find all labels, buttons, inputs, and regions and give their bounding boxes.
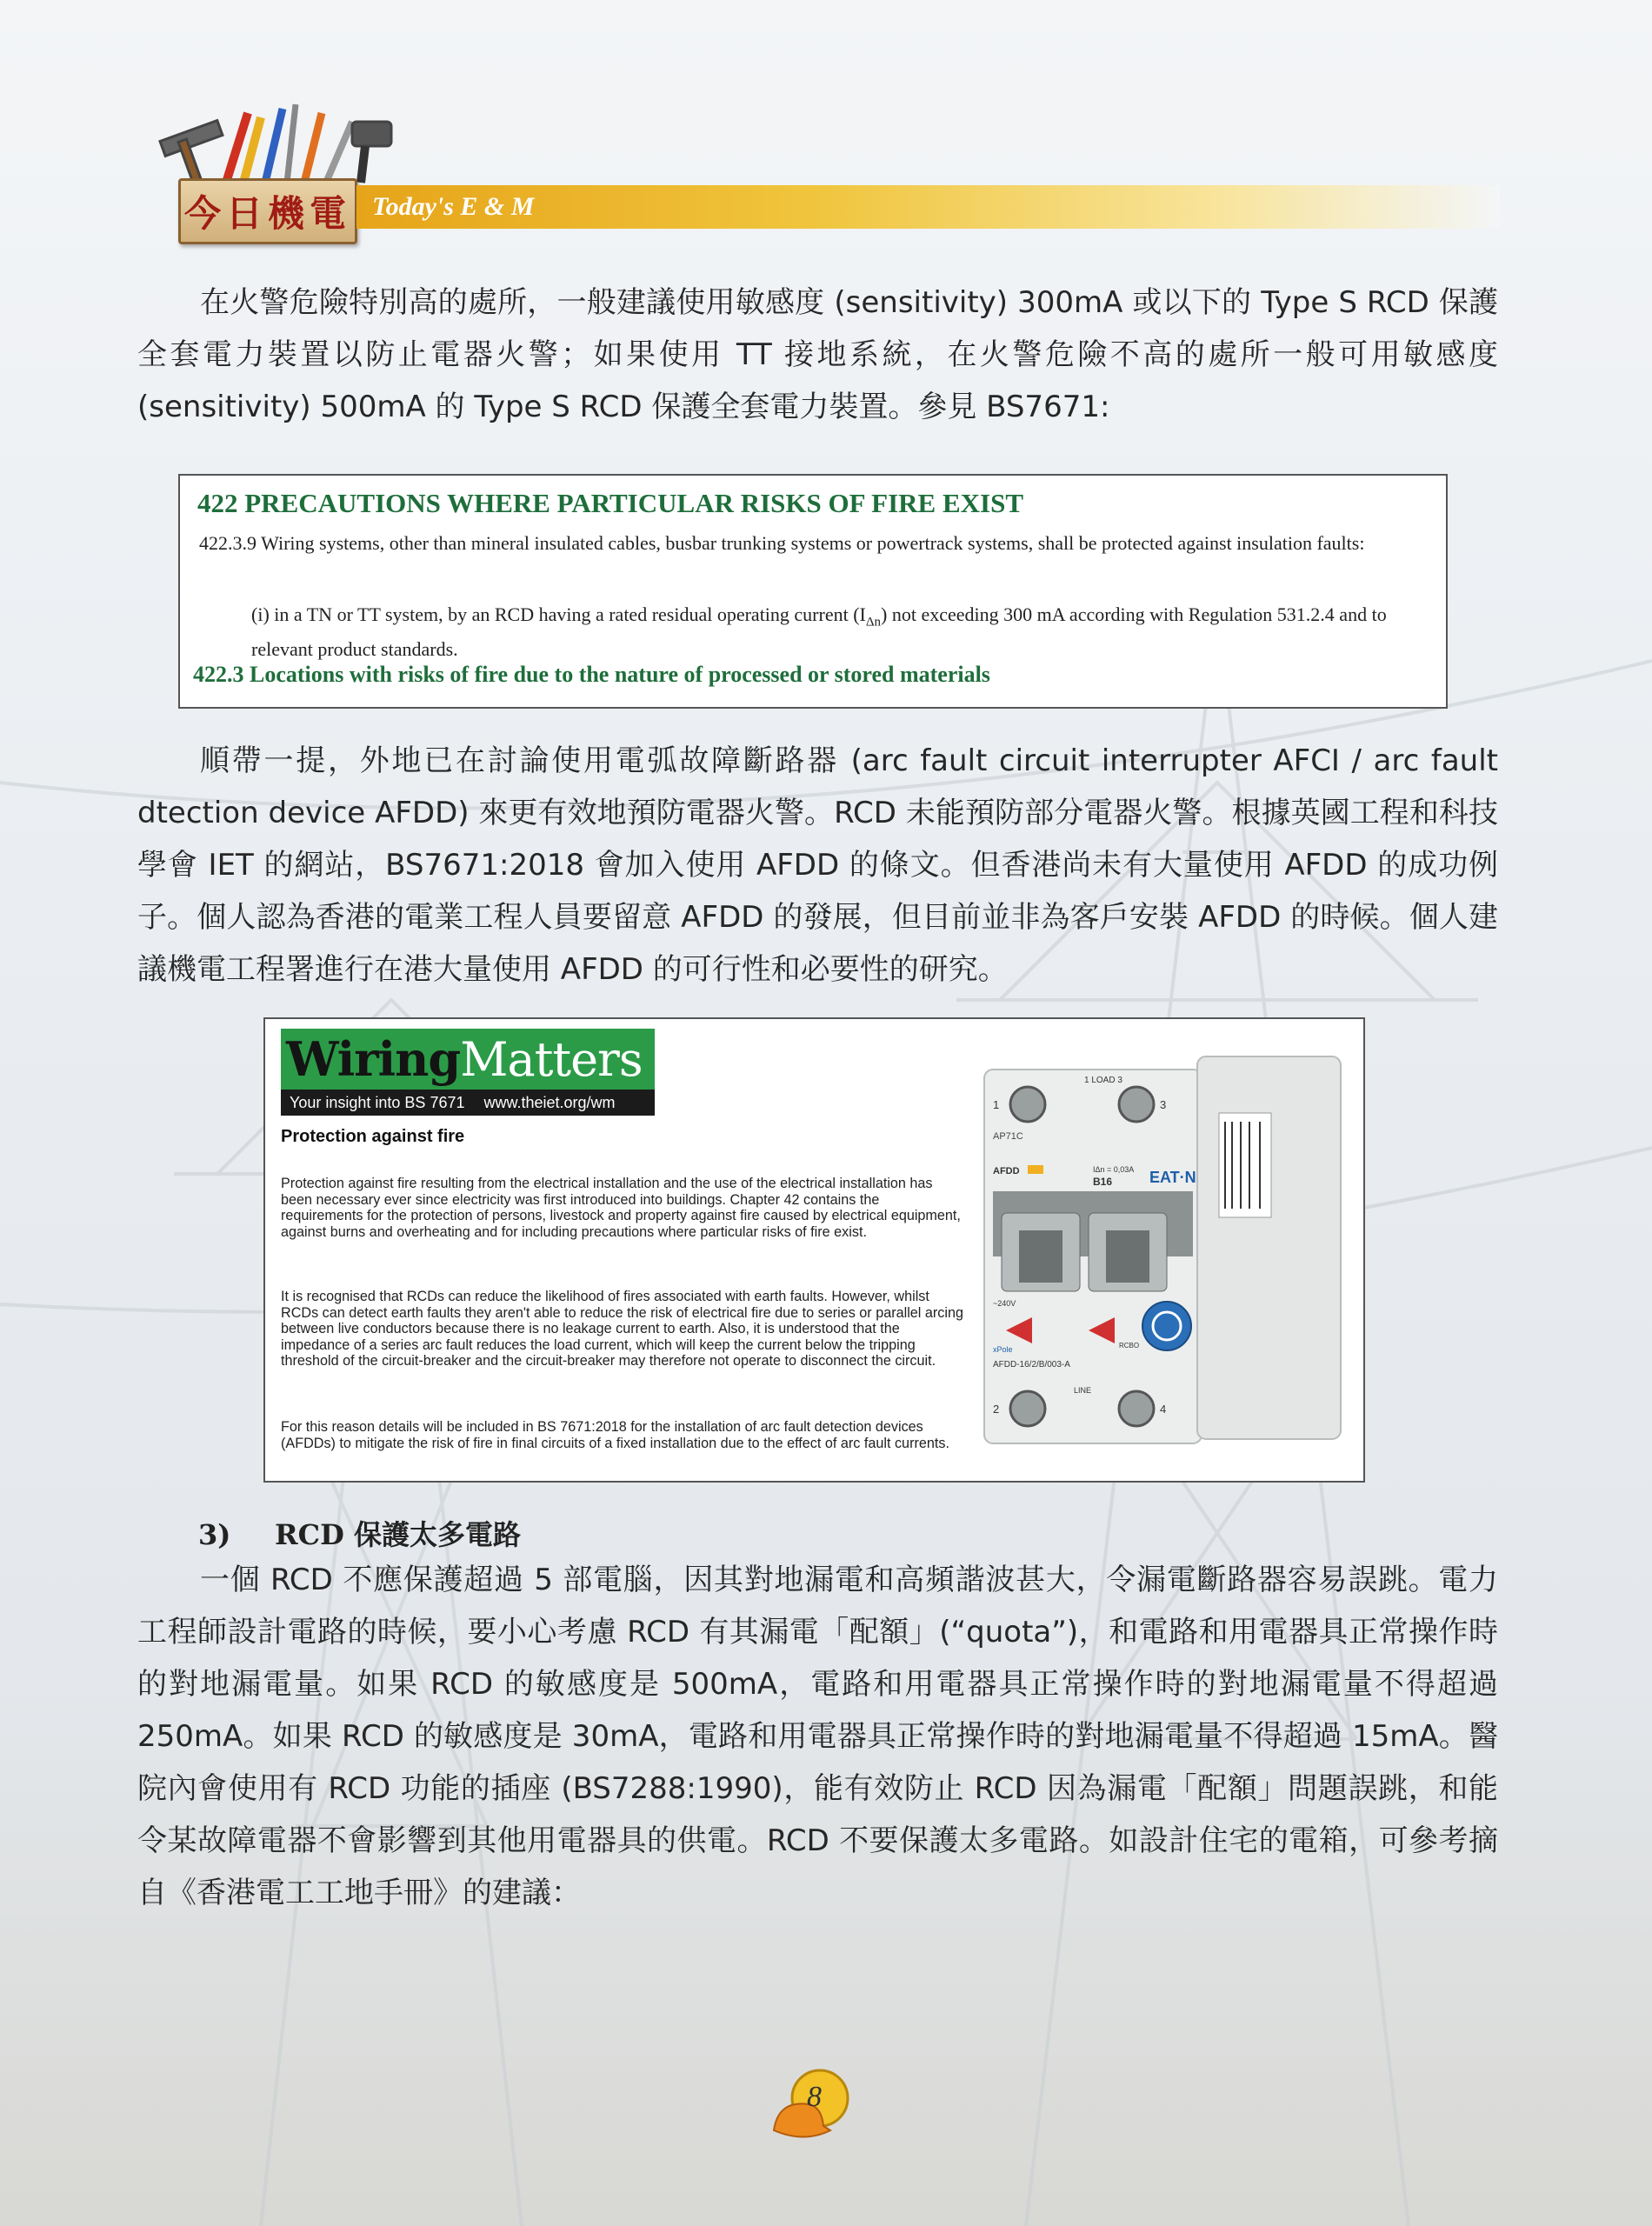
device-brand: EAT·N xyxy=(1149,1169,1196,1186)
afdd-device-image xyxy=(980,1052,1345,1461)
section-3-heading xyxy=(198,1513,521,1553)
header-band-text: Today's E & M xyxy=(372,192,535,221)
page-header xyxy=(143,96,1500,235)
device-model: AFDD-16/2/B/003-A xyxy=(993,1360,1070,1370)
tagline-text: Your insight into BS 7671 xyxy=(290,1094,465,1111)
excerpt-item xyxy=(251,601,1408,663)
wiring-matters-tagline xyxy=(281,1090,655,1116)
device-terminal-3: 3 xyxy=(1160,1098,1167,1111)
wiring-matters-excerpt xyxy=(263,1017,1365,1483)
device-breaker: B16 xyxy=(1093,1176,1113,1188)
wm-paragraph-2: It is recognised that RCDs can reduce the likelihood of fires associated with earth faults. However, whilst RCDs can detect earth faults they aren't able to reduce the risk of electrical fire due to series or parallel arcing between live conductors because there is no leakage current to earth. Also, it is understood that the impedance of a series arc fault reduces the load current, which will keep the current below the tripping threshold of the circuit-breaker and the circuit-breaker may therefore not operate to disconnect the circuit. xyxy=(281,1289,963,1369)
section-title: RCD 保護太多電路 xyxy=(275,1518,521,1551)
section-number: 3) xyxy=(198,1518,231,1551)
device-voltage: ~240V xyxy=(993,1299,1016,1308)
bs7671-excerpt-box xyxy=(178,474,1448,709)
excerpt-item-pre: (i) in a TN or TT system, by an RCD having a rated residual operating current (I xyxy=(251,603,866,625)
wm-paragraph-1: Protection against fire resulting from the electrical installation and the use of the electrical installation has been necessary ever since electricity was first introduced into buildings. Chapter 42 contains the requirements for the protection of persons, livestock and property against fire caused by electrical equipment, against burns and overheating and for including precautions where particular risks of fire exist. xyxy=(281,1176,961,1240)
excerpt-subheading: 422.3 Locations with risks of fire due to the nature of processed or stored materials xyxy=(193,662,990,687)
device-rcbo: RCBO xyxy=(1119,1342,1140,1350)
header-band xyxy=(356,185,1500,229)
plaque-text: 今日機電 xyxy=(183,192,351,235)
excerpt-item-subscript: Δn xyxy=(865,615,882,630)
wm-heading: Protection against fire xyxy=(281,1127,465,1146)
wm-paragraph-3: For this reason details will be included in BS 7671:2018 for the installation of arc fault detection devices (AFDDs) to mitigate the risk of fire in final circuits of a fixed installation due to the effect of arc fault currents. xyxy=(281,1419,949,1451)
excerpt-item-post: ) not exceeding 300 mA according with Regulation 531.2.4 and to relevant product standards. xyxy=(251,603,1387,661)
logo-light-text: Matters xyxy=(460,1031,643,1087)
wiring-matters-logo xyxy=(281,1029,655,1090)
device-rating: IΔn = 0,03A xyxy=(1093,1165,1135,1174)
paragraph-2: 順帶一提，外地已在討論使用電弧故障斷路器 (arc fault circuit interrupter AFCI / arc fault dtection device AFDD) 來更有效地預防電器火警。RCD 未能預防部分電器火警。根據英國工程和科技學會 IET 的網站，BS7671:2018 會加入使用 AFDD 的條文。但香港尚未有大量使用 AFDD 的成功例子。個人認為香港的電業工程人員要留意 AFDD 的發展，但目前並非為客戶安裝 AFDD 的時候。個人建議機電工程署進行在港大量使用 AFDD 的可行性和必要性的研究。 xyxy=(137,743,1498,987)
device-xpole: xPole xyxy=(993,1345,1013,1354)
logo-bold-text: Wiring xyxy=(286,1031,461,1087)
excerpt-clause: 422.3.9 Wiring systems, other than mineral insulated cables, busbar trunking systems or powertrack systems, shall be protected against insulation faults: xyxy=(199,532,1365,554)
tagline-url: www.theiet.org/wm xyxy=(483,1094,616,1111)
paragraph-1: 在火警危險特別高的處所，一般建議使用敏感度 (sensitivity) 300mA 或以下的 Type S RCD 保護全套電力裝置以防止電器火警；如果使用 TT 接地系統，在火警危險不高的處所一般可用敏感度 (sensitivity) 500mA 的 Type S RCD 保護全套電力裝置。參見 BS7671: xyxy=(137,285,1498,424)
page-number-badge xyxy=(769,2065,856,2152)
device-terminal-1: 1 xyxy=(993,1098,1000,1111)
device-line-label: LINE xyxy=(1074,1386,1092,1395)
page-number: 8 xyxy=(807,2081,822,2113)
tools-illustration xyxy=(143,96,404,191)
device-terminal-2: 2 xyxy=(993,1403,1000,1416)
device-terminal-4: 4 xyxy=(1160,1403,1167,1416)
device-model-top: AP71C xyxy=(993,1131,1023,1142)
excerpt-heading: 422 PRECAUTIONS WHERE PARTICULAR RISKS OF FIRE EXIST xyxy=(197,488,1024,518)
device-load-label: 1 LOAD 3 xyxy=(1084,1076,1122,1085)
paragraph-3: 一個 RCD 不應保護超過 5 部電腦，因其對地漏電和高頻諧波甚大，令漏電斷路器容易誤跳。電力工程師設計電路的時候，要小心考慮 RCD 有其漏電「配額」(“quota”)，和電路和用電器具正常操作時的對地漏電量。如果 RCD 的敏感度是 500mA，電路和用電器具正常操作時的對地漏電量不得超過 250mA。如果 RCD 的敏感度是 30mA，電路和用電器具正常操作時的對地漏電量不得超過 15mA。醫院內會使用有 RCD 功能的插座 (BS7288:1990)，能有效防止 RCD 因為漏電「配額」問題誤跳，和能令某故障電器不會影響到其他用電器具的供電。RCD 不要保護太多電路。如設計住宅的電箱，可參考摘自《香港電工工地手冊》的建議： xyxy=(137,1563,1498,1910)
header-plaque xyxy=(178,178,357,244)
device-afdd-label: AFDD xyxy=(993,1166,1020,1176)
